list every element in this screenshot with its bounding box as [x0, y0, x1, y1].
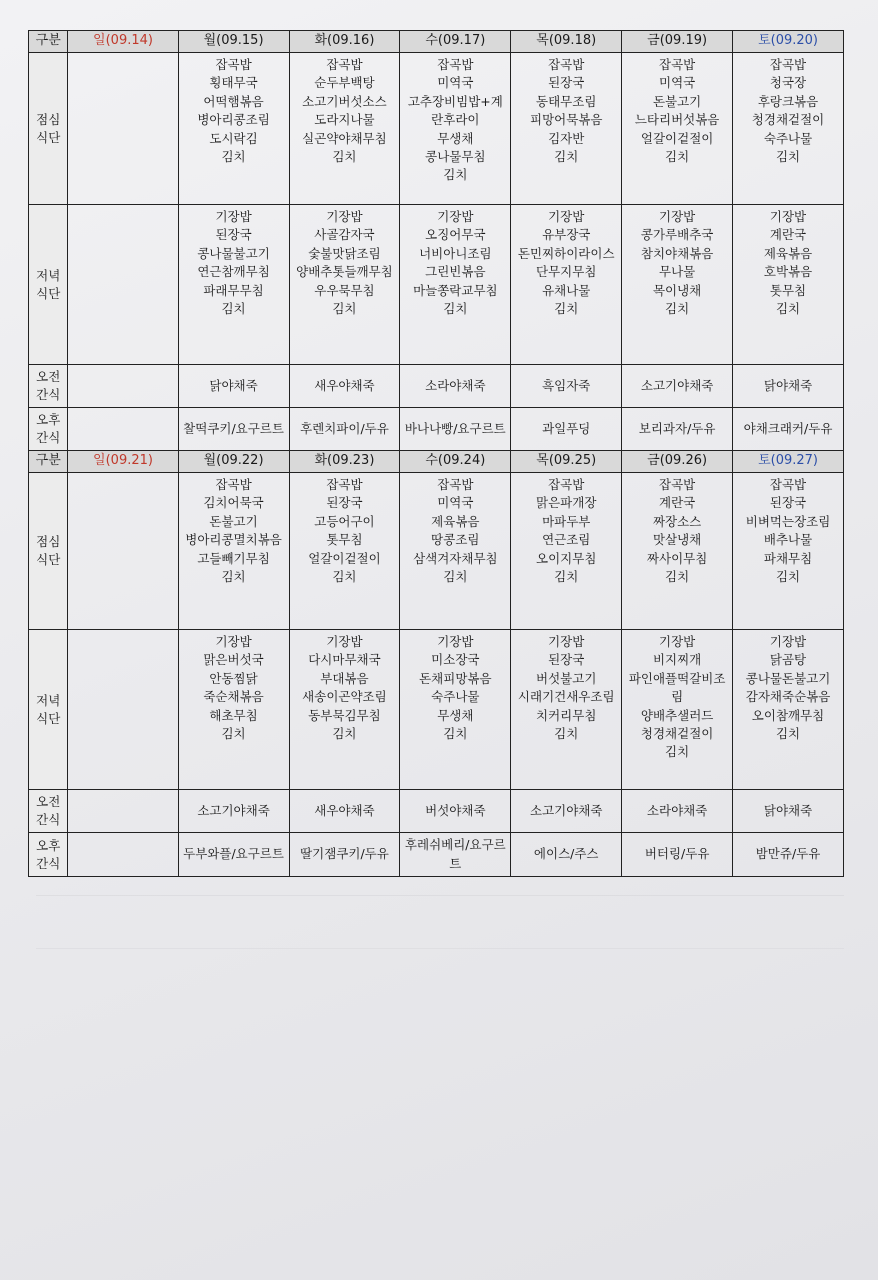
lunch-row [29, 473, 844, 630]
menu-sheet [28, 30, 844, 877]
menu-item: 무생채 [437, 130, 474, 146]
menu-cell [178, 473, 289, 630]
menu-item: 파채무침 [763, 550, 813, 566]
menu-item: 김치 [443, 301, 468, 317]
meal-label [29, 408, 68, 451]
menu-item: 병아리콩멸치볶음 [185, 532, 282, 548]
menu-item: 돈불고기 [652, 93, 702, 109]
menu-item: 간식 [36, 812, 61, 827]
menu-cell [68, 53, 178, 205]
menu-item: 톳무침 [326, 532, 363, 548]
menu-item: 비벼먹는장조림 [745, 513, 831, 529]
menu-item: 얼갈이겉절이 [308, 550, 381, 566]
day-header: 금(09.19) [622, 31, 733, 53]
menu-item: 식단 [36, 552, 61, 567]
menu-item: 짜사이무침 [646, 550, 708, 566]
menu-item: 참치야채볶음 [640, 245, 714, 261]
menu-item: 해초무침 [209, 707, 258, 723]
menu-item: 치커리무침 [536, 707, 597, 723]
week-header-row [29, 451, 844, 473]
day-header: 목(09.25) [511, 451, 622, 473]
menu-item: 소고기버섯소스 [302, 93, 387, 109]
menu-item: 제육볶음 [763, 245, 813, 261]
menu-item: 잡곡밥 [769, 477, 807, 492]
day-header: 토(09.20) [733, 31, 844, 53]
menu-item: 연근조림 [542, 532, 591, 548]
menu-item: 기장밥 [769, 209, 807, 224]
menu-cell [511, 473, 622, 630]
menu-item: 마늘쫑락교무침 [413, 282, 498, 298]
menu-item: 실곤약야채무침 [302, 130, 387, 146]
menu-item: 순두부백탕 [314, 75, 375, 91]
menu-cell [400, 205, 511, 365]
menu-cell: 두부와플/요구르트 [178, 833, 289, 877]
menu-item: 부대볶음 [320, 670, 369, 686]
menu-cell [68, 365, 178, 408]
menu-item: 김치 [775, 301, 801, 317]
menu-item: 된장국 [769, 495, 807, 511]
menu-item: 오후 [36, 412, 61, 427]
menu-item: 오이지무침 [536, 550, 597, 566]
menu-cell [733, 53, 844, 205]
menu-cell: 소고기야채죽 [511, 790, 622, 833]
menu-item: 잡곡밥 [326, 57, 363, 72]
dinner-row [29, 205, 844, 365]
menu-item: 김치 [443, 167, 468, 183]
lunch-row [29, 53, 844, 205]
menu-cell [400, 473, 511, 630]
menu-item: 김치 [665, 569, 690, 585]
menu-cell [289, 473, 400, 630]
menu-item: 후랑크볶음 [757, 93, 819, 109]
menu-cell [622, 473, 733, 630]
menu-cell [400, 53, 511, 205]
menu-item: 콩가루배추국 [640, 227, 714, 243]
menu-item: 감자채죽순볶음 [745, 689, 831, 705]
menu-item: 우우묵무침 [314, 282, 375, 298]
menu-item: 숙주나물 [431, 689, 480, 705]
day-header: 월(09.15) [178, 31, 289, 53]
menu-item: 잡곡밥 [215, 477, 252, 492]
menu-item: 청경채겉절이 [751, 112, 825, 128]
menu-cell [68, 473, 178, 630]
week-header-row [29, 31, 844, 53]
menu-item: 삼색겨자채무침 [413, 550, 498, 566]
menu-item: 도라지나물 [314, 112, 375, 128]
menu-cell: 야채크래커/두유 [733, 408, 844, 451]
menu-item: 기장밥 [659, 634, 696, 649]
menu-cell: 닭야채죽 [733, 365, 844, 408]
menu-item: 기장밥 [215, 634, 252, 649]
menu-item: 김치 [443, 726, 468, 742]
menu-item: 기장밥 [548, 209, 585, 224]
menu-cell [622, 53, 733, 205]
afternoon-snack-row [29, 833, 844, 877]
menu-item: 맑은버섯국 [203, 652, 264, 668]
menu-cell: 닭야채죽 [733, 790, 844, 833]
menu-item: 고들빼기무침 [197, 550, 270, 566]
menu-cell: 닭야채죽 [178, 365, 289, 408]
menu-item: 오전 [36, 794, 61, 809]
menu-item: 비지찌개 [652, 652, 702, 668]
meal-label [29, 365, 68, 408]
menu-item: 숯불맛닭조림 [308, 245, 381, 261]
menu-item: 돈채피망볶음 [419, 670, 492, 686]
menu-item: 오징어무국 [425, 227, 486, 243]
menu-item: 파래무무침 [203, 282, 264, 298]
morning-snack-row [29, 365, 844, 408]
menu-item: 미역국 [437, 75, 474, 91]
menu-item: 간식 [36, 855, 61, 871]
menu-item: 무생채 [437, 707, 474, 723]
menu-item: 김치 [554, 569, 579, 585]
menu-item: 기장밥 [215, 209, 252, 224]
menu-item: 김치 [332, 569, 357, 585]
bleed-through-shadow [36, 895, 844, 949]
weekly-menu-table [28, 30, 844, 877]
menu-item: 유채나물 [542, 282, 591, 298]
menu-item: 잡곡밥 [326, 477, 363, 492]
menu-cell: 찰떡쿠키/요구르트 [178, 408, 289, 451]
menu-item: 잡곡밥 [437, 57, 474, 72]
menu-item: 양배추톳들깨무침 [296, 264, 393, 280]
dinner-row [29, 630, 844, 790]
menu-item: 목이냉채 [652, 282, 702, 298]
menu-item: 새송이곤약조림 [302, 689, 387, 705]
menu-item: 오후 [36, 837, 61, 853]
menu-cell [622, 630, 733, 790]
menu-item: 얼갈이겉절이 [640, 130, 714, 146]
day-header: 금(09.26) [622, 451, 733, 473]
menu-cell: 소고기야채죽 [622, 365, 733, 408]
menu-item: 식단 [36, 710, 61, 726]
menu-item: 기장밥 [326, 634, 363, 649]
meal-label [29, 630, 68, 790]
menu-cell [68, 833, 178, 877]
menu-cell [178, 630, 289, 790]
menu-cell [178, 205, 289, 365]
menu-item: 김치 [775, 569, 801, 585]
menu-item: 저녁 [36, 692, 61, 708]
menu-item: 짜장소스 [652, 513, 702, 529]
menu-item: 어떡햄볶음 [203, 93, 264, 109]
meal-label [29, 833, 68, 877]
menu-item: 연근참깨무침 [197, 264, 270, 280]
menu-item: 기장밥 [548, 634, 585, 649]
menu-item: 잡곡밥 [215, 57, 252, 72]
menu-item: 된장국 [548, 652, 585, 668]
menu-item: 점심 [36, 534, 61, 549]
menu-item: 기장밥 [326, 209, 363, 224]
day-header: 화(09.23) [289, 451, 400, 473]
day-header: 수(09.17) [400, 31, 511, 53]
menu-item: 무나물 [659, 264, 696, 280]
menu-cell: 에이스/주스 [511, 833, 622, 877]
menu-cell [68, 205, 178, 365]
menu-item: 김치 [221, 569, 246, 585]
menu-item: 돈민찌하이라이스 [517, 245, 615, 261]
menu-item: 계란국 [769, 227, 807, 243]
menu-item: 다시마무채국 [308, 652, 381, 668]
menu-cell: 과일푸딩 [511, 408, 622, 451]
menu-cell: 보리과자/두유 [622, 408, 733, 451]
menu-item: 김치 [665, 301, 690, 317]
menu-item: 기장밥 [659, 209, 696, 224]
menu-item: 잡곡밥 [659, 57, 696, 72]
menu-cell [511, 630, 622, 790]
menu-item: 김치 [332, 301, 357, 317]
menu-item: 간식 [36, 430, 61, 445]
menu-cell: 바나나빵/요구르트 [400, 408, 511, 451]
meal-label [29, 205, 68, 365]
menu-item: 죽순채볶음 [203, 689, 264, 705]
menu-cell [68, 408, 178, 451]
menu-cell [511, 205, 622, 365]
menu-item: 느타리버섯볶음 [634, 112, 720, 128]
menu-item: 저녁 [36, 267, 61, 283]
menu-item: 계란국 [659, 495, 696, 511]
menu-item: 고등어구이 [314, 513, 375, 529]
menu-item: 땅콩조림 [431, 532, 480, 548]
menu-item: 고추장비빔밥+계란후라이 [407, 93, 503, 128]
menu-item: 횡태무국 [209, 75, 258, 91]
menu-item: 동부묵김무침 [308, 707, 381, 723]
menu-cell: 새우야채죽 [289, 790, 400, 833]
menu-cell [289, 630, 400, 790]
meal-label [29, 53, 68, 205]
menu-item: 김치 [554, 726, 579, 742]
menu-item: 김치어묵국 [203, 495, 264, 511]
menu-cell: 흑임자죽 [511, 365, 622, 408]
menu-item: 미소장국 [431, 652, 480, 668]
menu-item: 김자반 [548, 130, 585, 146]
menu-item: 김치 [332, 726, 357, 742]
menu-item: 그린빈볶음 [425, 264, 486, 280]
menu-item: 도시락김 [209, 130, 258, 146]
menu-item: 김치 [554, 149, 579, 165]
menu-item: 콩나물불고기 [197, 245, 270, 261]
menu-item: 숙주나물 [763, 130, 813, 146]
menu-cell [511, 53, 622, 205]
day-header: 목(09.18) [511, 31, 622, 53]
menu-cell [733, 473, 844, 630]
menu-cell: 딸기잼쿠키/두유 [289, 833, 400, 877]
menu-item: 김치 [665, 149, 690, 165]
menu-cell: 후렌치파이/두유 [289, 408, 400, 451]
menu-cell [289, 53, 400, 205]
menu-item: 된장국 [548, 75, 585, 91]
menu-item: 간식 [36, 387, 61, 402]
menu-item: 호박볶음 [763, 264, 813, 280]
menu-item: 닭곰탕 [769, 652, 807, 668]
meal-label [29, 790, 68, 833]
header-label: 구분 [29, 31, 68, 53]
menu-cell: 소고기야채죽 [178, 790, 289, 833]
day-header: 토(09.27) [733, 451, 844, 473]
menu-cell: 버섯야채죽 [400, 790, 511, 833]
menu-item: 오이참깨무침 [751, 707, 825, 723]
morning-snack-row [29, 790, 844, 833]
menu-cell [178, 53, 289, 205]
menu-table-body [29, 31, 844, 877]
menu-item: 잡곡밥 [548, 477, 585, 492]
menu-item: 양배추샐러드 [640, 707, 714, 723]
menu-item: 파인애플떡갈비조림 [628, 670, 726, 705]
menu-cell: 새우야채죽 [289, 365, 400, 408]
menu-item: 콩나물돈불고기 [745, 670, 831, 686]
day-header: 일(09.21) [68, 451, 178, 473]
day-header: 일(09.14) [68, 31, 178, 53]
menu-cell [289, 205, 400, 365]
menu-item: 시래기건새우조림 [517, 689, 615, 705]
menu-item: 김치 [665, 744, 690, 760]
menu-item: 톳무침 [769, 282, 807, 298]
menu-cell [68, 630, 178, 790]
menu-item: 버섯불고기 [536, 670, 597, 686]
day-header: 화(09.16) [289, 31, 400, 53]
menu-item: 제육볶음 [431, 513, 480, 529]
menu-item: 단무지무침 [536, 264, 597, 280]
menu-item: 김치 [775, 149, 801, 165]
menu-item: 콩나물무침 [425, 149, 486, 165]
menu-item: 기장밥 [437, 634, 474, 649]
menu-cell: 밤만쥬/두유 [733, 833, 844, 877]
day-header: 수(09.24) [400, 451, 511, 473]
menu-item: 배추나물 [763, 532, 813, 548]
menu-cell: 소라야채죽 [622, 790, 733, 833]
menu-item: 미역국 [437, 495, 474, 511]
menu-item: 맑은파개장 [536, 495, 597, 511]
menu-item: 식단 [36, 285, 61, 301]
menu-item: 너비아니조림 [419, 245, 492, 261]
meal-label [29, 473, 68, 630]
menu-item: 김치 [775, 726, 801, 742]
menu-item: 사골감자국 [314, 227, 375, 243]
menu-item: 피망어묵볶음 [530, 112, 603, 128]
day-header: 월(09.22) [178, 451, 289, 473]
menu-item: 잡곡밥 [659, 477, 696, 492]
menu-item: 김치 [332, 149, 357, 165]
menu-item: 맛살냉채 [652, 532, 702, 548]
afternoon-snack-row [29, 408, 844, 451]
menu-cell [733, 205, 844, 365]
menu-item: 오전 [36, 369, 61, 384]
menu-item: 청국장 [769, 75, 807, 91]
menu-item: 안동찜닭 [209, 670, 258, 686]
menu-cell: 버터링/두유 [622, 833, 733, 877]
menu-item: 기장밥 [769, 634, 807, 649]
menu-item: 병아리콩조림 [197, 112, 270, 128]
menu-item: 마파두부 [542, 513, 591, 529]
menu-item: 된장국 [326, 495, 363, 511]
menu-item: 잡곡밥 [548, 57, 585, 72]
menu-item: 청경채겉절이 [640, 726, 714, 742]
menu-item: 잡곡밥 [769, 57, 807, 72]
menu-item: 기장밥 [437, 209, 474, 224]
menu-item: 김치 [221, 726, 246, 742]
menu-item: 미역국 [659, 75, 696, 91]
menu-item: 김치 [221, 149, 246, 165]
menu-cell [400, 630, 511, 790]
menu-item: 식단 [36, 129, 61, 145]
menu-item: 된장국 [215, 227, 252, 243]
menu-item: 잡곡밥 [437, 477, 474, 492]
menu-item: 돈불고기 [209, 513, 258, 529]
menu-cell [622, 205, 733, 365]
menu-item: 김치 [221, 301, 246, 317]
menu-cell [733, 630, 844, 790]
menu-cell: 후레쉬베리/요구르트 [400, 833, 511, 877]
header-label: 구분 [29, 451, 68, 473]
menu-cell: 소라야채죽 [400, 365, 511, 408]
menu-item: 김치 [554, 301, 579, 317]
menu-cell [68, 790, 178, 833]
menu-item: 유부장국 [542, 227, 591, 243]
menu-item: 점심 [36, 111, 61, 127]
menu-item: 동태무조림 [536, 93, 597, 109]
menu-item: 김치 [443, 569, 468, 585]
